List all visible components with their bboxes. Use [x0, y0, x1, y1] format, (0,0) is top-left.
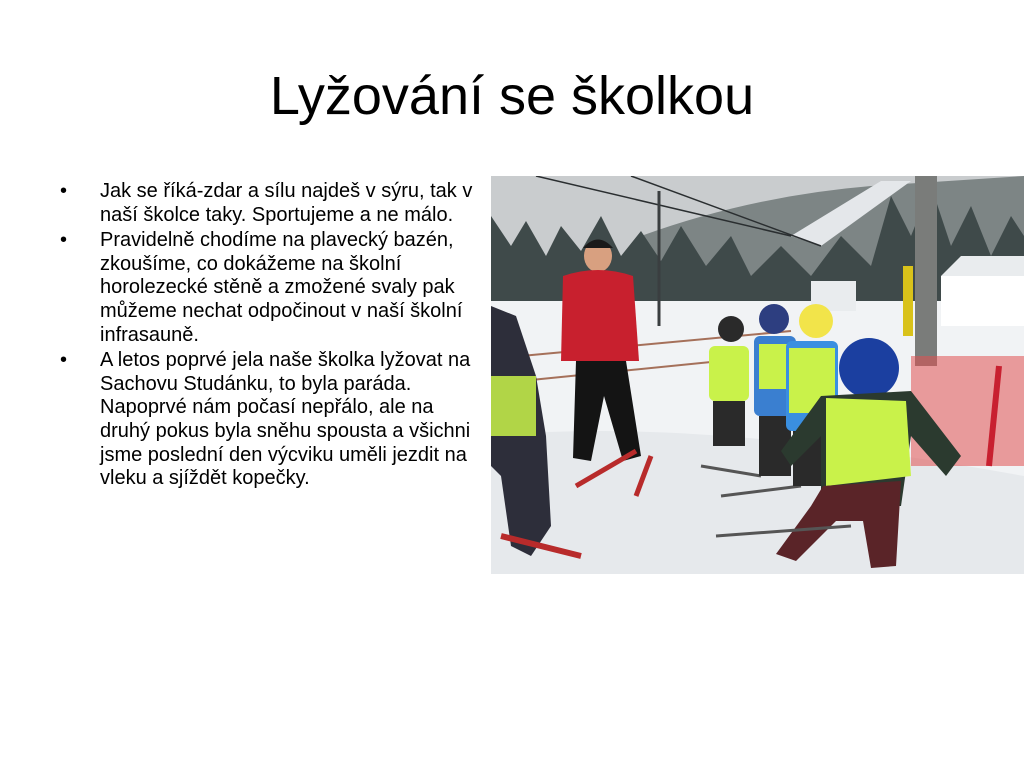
ski-school-photo — [491, 176, 1024, 574]
photo-yellow-post — [903, 266, 913, 336]
photo-child-vest — [709, 346, 749, 401]
photo-cabin — [941, 276, 1024, 326]
bullet-marker: • — [60, 229, 68, 252]
photo-child-helmet — [759, 304, 789, 334]
photo-child-helmet — [839, 338, 899, 398]
bullet-marker: • — [60, 180, 68, 202]
bullet-text: A letos poprvé jela naše školka lyžovat na Sachovu Studánku, to byla paráda. Napoprvé nám počasí nepřálo, ale na druhý pokus byla sněhu spousta a všichni jsme poslední den výcviku uměli jezdit na vleku a sjíždět kopečky. — [100, 349, 471, 490]
bullet-item — [60, 180, 488, 227]
photo-child-legs — [713, 401, 745, 446]
slide-title: Lyžování se školkou — [269, 66, 755, 126]
photo-child-vest — [826, 398, 911, 486]
bullet-marker: • — [60, 349, 68, 372]
photo-child-helmet — [799, 304, 833, 338]
bullet-text: Pravidelně chodíme na plavecký bazén, zkoušíme, co dokážeme na školní horolezecké stěně a zmožené svaly pak můžeme nechat odpočinout v naší školní infrasauně. — [100, 229, 463, 346]
bullet-list — [60, 180, 488, 493]
photo-instructor-jacket — [561, 270, 639, 361]
photo-lift-pylon — [915, 176, 937, 366]
photo-child-helmet — [718, 316, 744, 342]
bullet-text: Jak se říká-zdar a sílu najdeš v sýru, tak v naší školce taky. Sportujeme a ne málo. — [100, 180, 473, 226]
bullet-item — [60, 349, 488, 491]
photo-child-left-vest — [491, 376, 536, 436]
bullet-item — [60, 229, 488, 347]
